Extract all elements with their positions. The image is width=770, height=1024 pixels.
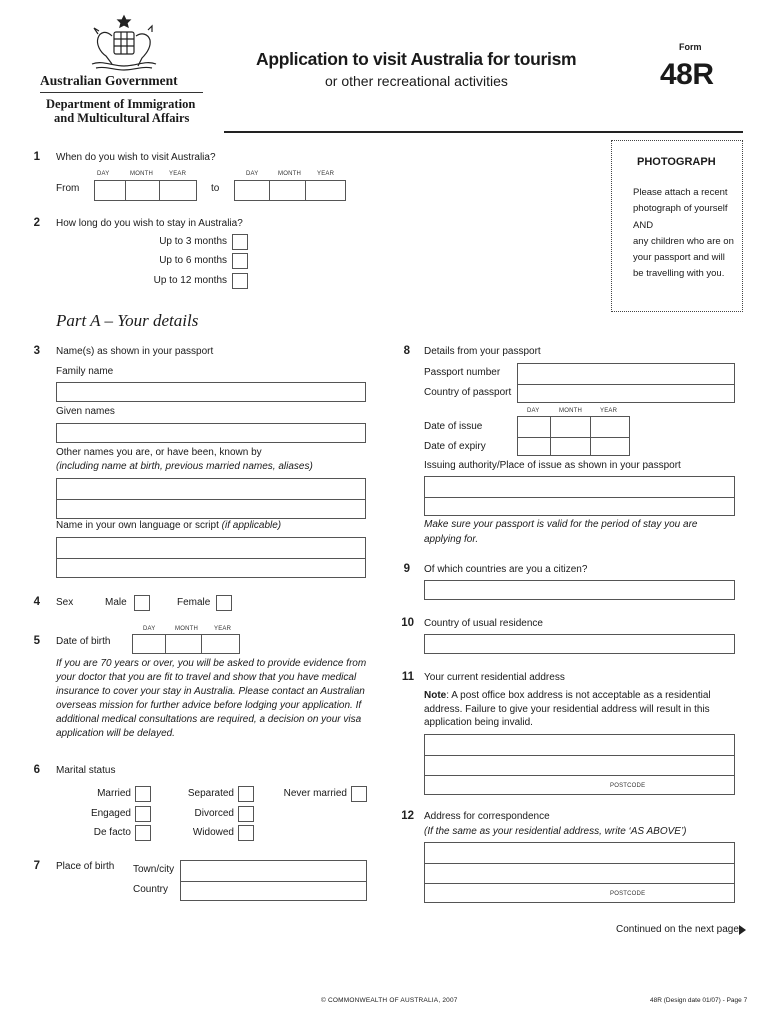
q2-question: How long do you wish to stay in Australia? [56, 218, 243, 229]
q4-female-label: Female [177, 597, 211, 608]
q1-from-month-col: MONTH [130, 171, 153, 177]
q2-option-6-months: Up to 6 months [159, 255, 227, 266]
photograph-box[interactable] [611, 140, 743, 312]
q1-from-date-field[interactable] [94, 180, 197, 201]
q7-number: 7 [33, 860, 40, 872]
arrow-right-icon [739, 925, 746, 935]
marital-defacto-checkbox[interactable] [135, 825, 151, 841]
q5-year-col: YEAR [214, 626, 232, 632]
photo-line: AND [633, 219, 654, 231]
correspondence-address-field[interactable] [424, 842, 735, 903]
q5-month-col: MONTH [175, 626, 198, 632]
form-number: 48R [660, 58, 714, 91]
q12-postcode-label: POSTCODE [610, 891, 646, 897]
male-checkbox[interactable] [134, 595, 150, 611]
q3-number: 3 [33, 345, 40, 357]
q10-question: Country of usual residence [424, 618, 543, 629]
q5-note: If you are 70 years or over, you will be asked to provide evidence from your doctor that you are fit to travel and show that you have medical insurance to cover your stay in Australia. Please contact an Australian overseas mission for further advice before lodging your application. If additional medical consultations are required, a decision on your visa application will be delayed. [56, 658, 367, 739]
q8-question: Details from your passport [424, 346, 541, 357]
photo-line: any children who are on [633, 235, 734, 247]
part-a-heading: Part A – Your details [56, 311, 199, 330]
q6-label: Marital status [56, 765, 116, 776]
q2-checkbox-6-months[interactable] [232, 253, 248, 269]
q4-number: 4 [33, 596, 40, 608]
q1-to-day-col: DAY [246, 171, 259, 177]
q2-checkbox-3-months[interactable] [232, 234, 248, 250]
photo-line: photograph of yourself [633, 203, 728, 215]
other-names-field[interactable] [56, 478, 366, 519]
coat-of-arms-icon [84, 14, 164, 74]
photo-line: Please attach a recent [633, 187, 728, 198]
q12-note: (If the same as your residential address, write ‘AS ABOVE’) [424, 826, 687, 837]
form-label: Form [679, 42, 702, 52]
q8-validity-note: Make sure your passport is valid for the period of stay you are applying for. [424, 519, 698, 545]
q1-to-date-field[interactable] [234, 180, 346, 201]
gov-name: Australian Government [40, 73, 178, 88]
page-subtitle: or other recreational activities [325, 73, 508, 89]
place-of-birth-field[interactable] [180, 860, 367, 901]
q8-authority-label: Issuing authority/Place of issue as shown in your passport [424, 460, 681, 471]
q12-number: 12 [401, 810, 414, 822]
q11-question: Your current residential address [424, 672, 565, 683]
photo-title: PHOTOGRAPH [637, 156, 716, 168]
q10-number: 10 [401, 617, 414, 629]
marital-engaged-label: Engaged [90, 808, 131, 819]
marital-widowed-checkbox[interactable] [238, 825, 254, 841]
q7-country-label: Country [133, 884, 169, 895]
q2-option-12-months: Up to 12 months [153, 275, 227, 286]
q8-passport-number-label: Passport number [424, 367, 501, 378]
dept-line2: and Multicultural Affairs [54, 111, 190, 125]
marital-divorced-checkbox[interactable] [238, 806, 254, 822]
marital-married-label: Married [97, 788, 131, 799]
q1-from-year-col: YEAR [169, 171, 187, 177]
marital-divorced-label: Divorced [194, 808, 234, 819]
page-info: 48R (Design date 01/07) - Page 7 [650, 997, 748, 1004]
dept-line1: Department of Immigration [46, 97, 196, 111]
residential-address-field[interactable] [424, 734, 735, 795]
q3-other-note: (including name at birth, previous married names, aliases) [56, 461, 313, 472]
continued-label: Continued on the next page [616, 924, 739, 935]
marital-separated-label: Separated [187, 788, 234, 799]
q2-option-3-months: Up to 3 months [159, 236, 227, 247]
date-of-birth-field[interactable] [132, 634, 240, 654]
marital-never-married-checkbox[interactable] [351, 786, 367, 802]
q8-expiry-label: Date of expiry [424, 441, 486, 452]
family-name-field[interactable] [56, 382, 366, 402]
q1-question: When do you wish to visit Australia? [56, 152, 216, 163]
q3-question: Name(s) as shown in your passport [56, 346, 214, 357]
q8-year-col: YEAR [600, 408, 618, 414]
q1-from-day-col: DAY [97, 171, 110, 177]
marital-engaged-checkbox[interactable] [135, 806, 151, 822]
photo-line: be travelling with you. [633, 268, 725, 280]
passport-number-country-field[interactable] [517, 363, 735, 403]
q1-to-year-col: YEAR [317, 171, 335, 177]
q11-number: 11 [401, 671, 414, 683]
marital-defacto-label: De facto [93, 827, 131, 838]
photo-line: your passport and will [633, 252, 725, 264]
q3-own-language-label: Name in your own language or script (if applicable) [56, 520, 282, 531]
q8-month-col: MONTH [559, 408, 582, 414]
q2-checkbox-12-months[interactable] [232, 273, 248, 289]
q2-number: 2 [33, 217, 40, 229]
q11-postcode-label: POSTCODE [610, 783, 646, 789]
q6-number: 6 [33, 764, 40, 776]
q5-dob-label: Date of birth [56, 636, 111, 647]
q3-family-label: Family name [56, 366, 114, 377]
usual-residence-field[interactable] [424, 634, 735, 654]
q5-number: 5 [33, 635, 40, 647]
q1-to-month-col: MONTH [278, 171, 301, 177]
q8-day-col: DAY [527, 408, 540, 414]
q12-question: Address for correspondence [424, 811, 550, 822]
header-divider [224, 131, 743, 133]
issuing-authority-field[interactable] [424, 476, 735, 516]
q4-sex-label: Sex [56, 597, 74, 608]
citizenship-field[interactable] [424, 580, 735, 600]
q1-from-label: From [56, 183, 80, 194]
q7-label: Place of birth [56, 861, 115, 872]
gov-rule [40, 92, 203, 93]
marital-never-married-label: Never married [283, 788, 347, 799]
q11-note: Note: A post office box address is not acceptable as a residential address. Failure to give your residential address will result in this application being invalid. [424, 690, 711, 728]
q1-number: 1 [33, 151, 40, 163]
copyright: © COMMONWEALTH OF AUSTRALIA, 2007 [321, 997, 458, 1004]
q8-issue-label: Date of issue [424, 421, 483, 432]
page-title: Application to visit Australia for tourism [256, 49, 577, 69]
q8-number: 8 [403, 345, 410, 357]
marital-separated-checkbox[interactable] [238, 786, 254, 802]
q7-town-label: Town/city [133, 864, 175, 875]
q9-question: Of which countries are you a citizen? [424, 564, 588, 575]
q3-other-label: Other names you are, or have been, known by [56, 447, 262, 458]
marital-widowed-label: Widowed [192, 827, 234, 838]
q1-to-label: to [211, 183, 220, 194]
q8-country-label: Country of passport [424, 387, 512, 398]
given-names-field[interactable] [56, 423, 366, 443]
q3-given-label: Given names [56, 406, 115, 417]
q4-male-label: Male [105, 597, 127, 608]
q5-day-col: DAY [143, 626, 156, 632]
female-checkbox[interactable] [216, 595, 232, 611]
own-language-name-field[interactable] [56, 537, 366, 578]
q9-number: 9 [403, 563, 410, 575]
marital-married-checkbox[interactable] [135, 786, 151, 802]
passport-dates-field[interactable] [517, 416, 630, 456]
